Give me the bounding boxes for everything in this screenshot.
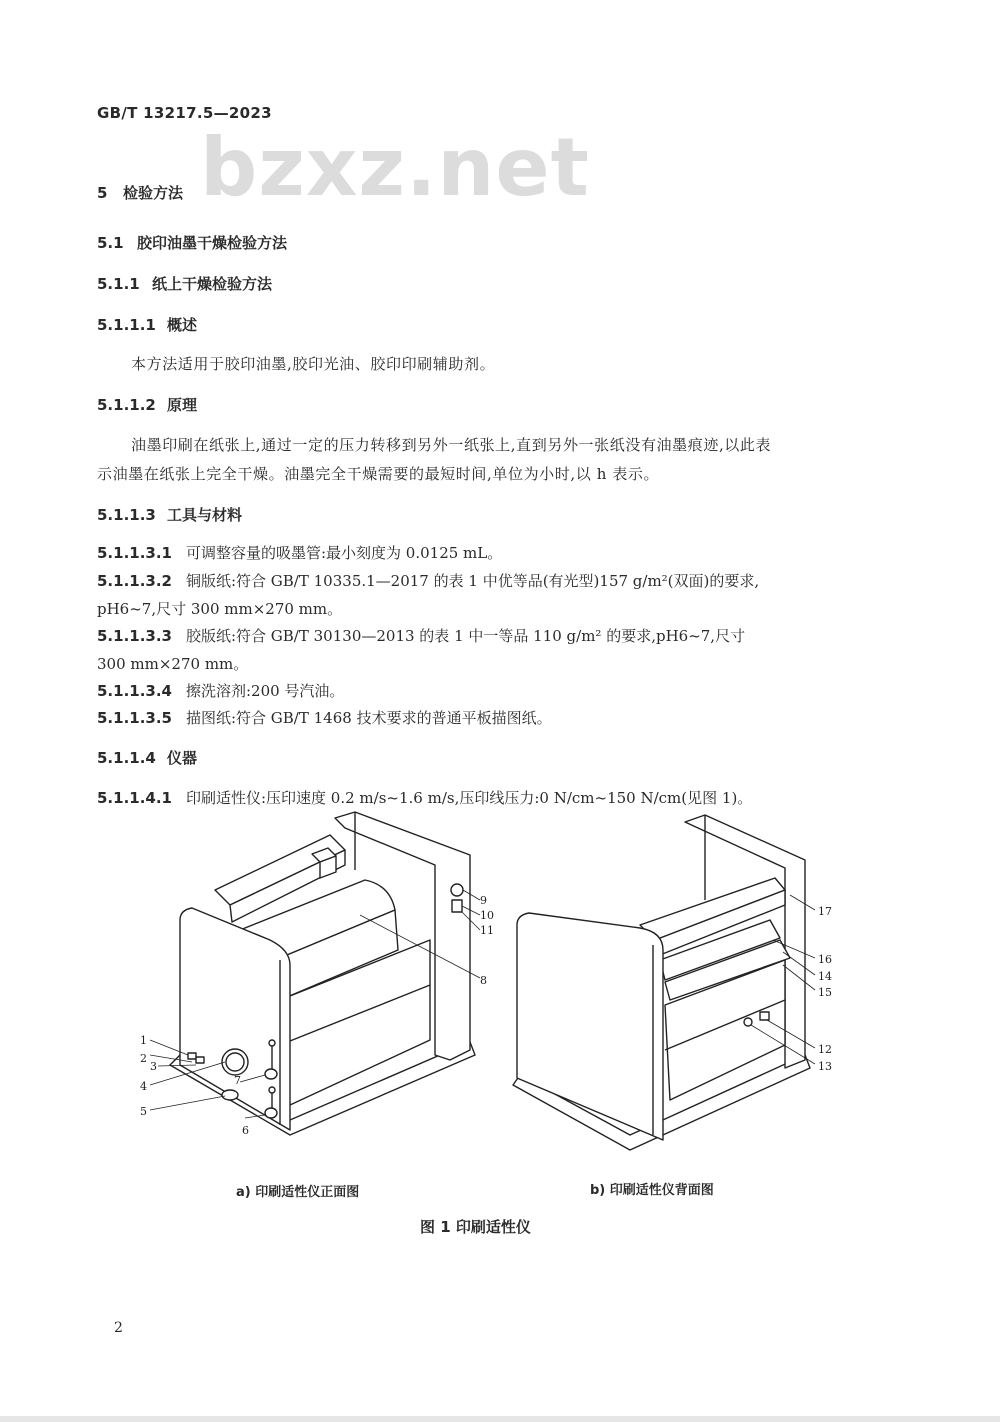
figure-b-labels — [818, 905, 832, 1073]
section-number: 5.1.1.1 — [97, 316, 156, 334]
label-13: 13 — [818, 1060, 832, 1073]
knob-icon — [222, 1090, 238, 1100]
section-number: 5.1.1.3 — [97, 506, 156, 524]
section-5-1-1-3-heading — [97, 504, 242, 525]
page-number: 2 — [114, 1320, 123, 1336]
item-text: 胶版纸:符合 GB/T 30130—2013 的表 1 中一等品 110 g/m² 的要求,pH6~7,尺寸 — [185, 627, 746, 645]
section-title: 概述 — [167, 316, 198, 334]
left-front-panel — [517, 913, 663, 1140]
figure-title: 图 1 印刷适性仪 — [420, 1218, 531, 1236]
item-5-1-1-3-2-cont: pH6~7,尺寸 300 mm×270 mm。 — [97, 600, 343, 618]
item-number: 5.1.1.3.3 — [97, 627, 172, 645]
figure-back-view — [505, 810, 845, 1160]
section-5-1-1-1-heading — [97, 314, 197, 335]
label-14: 14 — [818, 970, 832, 983]
label-16: 16 — [818, 953, 832, 966]
section-title: 工具与材料 — [167, 506, 243, 524]
item-number: 5.1.1.3.5 — [97, 709, 172, 727]
paragraph-principle-line1: 油墨印刷在纸张上,通过一定的压力转移到另外一纸张上,直到另外一张纸没有油墨痕迹,以此表 — [131, 436, 772, 454]
section-5-1-1-2-heading — [97, 394, 197, 415]
paragraph-principle-line2: 示油墨在纸张上完全干燥。油墨完全干燥需要的最短时间,单位为小时,以 h 表示。 — [97, 465, 660, 483]
item-number: 5.1.1.3.4 — [97, 682, 172, 700]
section-title: 纸上干燥检验方法 — [152, 275, 273, 293]
section-5-heading — [97, 182, 183, 203]
item-5-1-1-3-4 — [97, 680, 344, 701]
section-title: 仪器 — [167, 749, 198, 767]
page-bottom-edge — [0, 1416, 1000, 1422]
item-5-1-1-3-3 — [97, 625, 745, 646]
figure-front-view — [130, 810, 494, 1160]
section-5-1-1-4-heading — [97, 747, 197, 768]
label-8: 8 — [480, 974, 487, 987]
label-17: 17 — [818, 905, 832, 918]
item-number: 5.1.1.3.2 — [97, 572, 172, 590]
label-5: 5 — [140, 1105, 147, 1118]
item-text: 印刷适性仪:压印速度 0.2 m/s~1.6 m/s,压印线压力:0 N/cm~150 N/cm(见图 1)。 — [185, 789, 753, 807]
section-5-1-heading — [97, 232, 287, 253]
label-1: 1 — [140, 1034, 147, 1047]
paragraph-scope: 本方法适用于胶印油墨,胶印光油、胶印印刷辅助剂。 — [131, 355, 496, 373]
item-text: 可调整容量的吸墨管:最小刻度为 0.0125 mL。 — [185, 544, 503, 562]
label-12: 12 — [818, 1043, 832, 1056]
item-5-1-1-4-1 — [97, 787, 752, 808]
standard-code: GB/T 13217.5—2023 — [97, 104, 272, 122]
item-number: 5.1.1.3.1 — [97, 544, 172, 562]
item-number: 5.1.1.4.1 — [97, 789, 172, 807]
section-number: 5.1.1.4 — [97, 749, 156, 767]
section-title: 胶印油墨干燥检验方法 — [137, 234, 288, 252]
item-5-1-1-3-1 — [97, 542, 502, 563]
section-number: 5.1.1.2 — [97, 396, 156, 414]
figure-caption-b: b) 印刷适性仪背面图 — [590, 1183, 714, 1198]
item-text: 铜版纸:符合 GB/T 10335.1—2017 的表 1 中优等品(有光型)157 g/m²(双面)的要求, — [185, 572, 760, 590]
label-9: 9 — [480, 894, 487, 907]
item-text: 描图纸:符合 GB/T 1468 技术要求的普通平板描图纸。 — [185, 709, 552, 727]
label-10: 10 — [480, 909, 494, 922]
item-text: 擦洗溶剂:200 号汽油。 — [185, 682, 345, 700]
item-5-1-1-3-5 — [97, 707, 552, 728]
label-2: 2 — [140, 1052, 147, 1065]
label-7: 7 — [234, 1074, 241, 1087]
section-number: 5 — [97, 184, 108, 202]
section-title: 检验方法 — [123, 184, 184, 202]
section-title: 原理 — [167, 396, 198, 414]
watermark: bzxz.net — [200, 121, 590, 214]
item-5-1-1-3-2 — [97, 570, 759, 591]
label-4: 4 — [140, 1080, 147, 1093]
figure-caption-a: a) 印刷适性仪正面图 — [236, 1185, 360, 1200]
item-5-1-1-3-3-cont: 300 mm×270 mm。 — [97, 655, 249, 673]
section-number: 5.1 — [97, 234, 124, 252]
label-11: 11 — [480, 924, 494, 937]
label-6: 6 — [242, 1124, 249, 1137]
section-5-1-1-heading — [97, 273, 272, 294]
section-number: 5.1.1 — [97, 275, 140, 293]
label-3: 3 — [150, 1060, 157, 1073]
label-15: 15 — [818, 986, 832, 999]
